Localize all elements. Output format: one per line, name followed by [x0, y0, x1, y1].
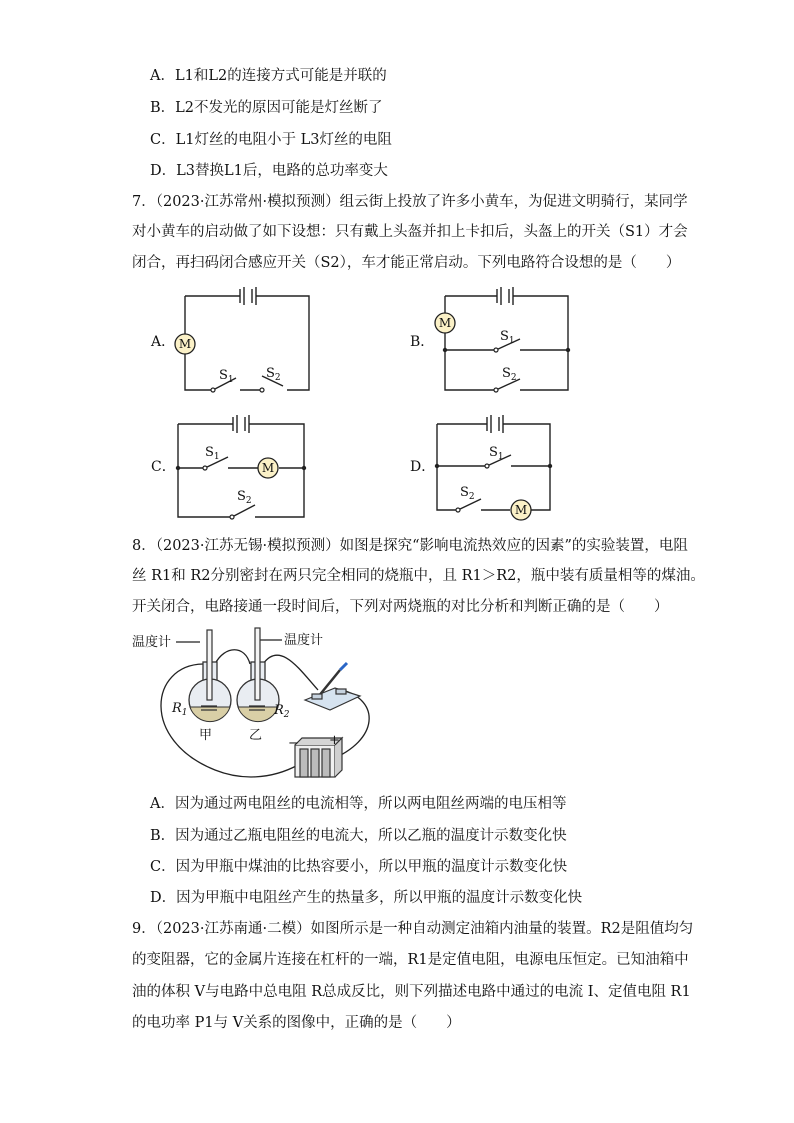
svg-text:S2: $S_2$	[502, 366, 517, 383]
q7-stem-line-1: 7．（2023·江苏常州·模拟预测）组云街上投放了许多小黄车，为促进文明骑行，某同学	[132, 194, 688, 210]
svg-text:S2: $S_2$	[266, 366, 281, 383]
q6-option-a: A．L1和L2的连接方式可能是并联的	[150, 68, 387, 84]
svg-text:R1: $R_1$	[172, 701, 188, 718]
svg-text:C．: C．	[151, 459, 176, 475]
svg-text:S2: $S_2$	[460, 485, 475, 502]
knife-switch-icon	[305, 663, 360, 710]
q6-option-b: B．L2不发光的原因可能是灯丝断了	[150, 100, 383, 116]
svg-text:M: M	[514, 503, 528, 517]
svg-text:S2: $S_2$	[237, 489, 252, 506]
q8-option-c: C．因为甲瓶中煤油的比热容要小，所以甲瓶的温度计示数变化快	[150, 859, 568, 875]
svg-text:M: M	[178, 337, 192, 351]
svg-text:S1: $S_1$	[219, 368, 234, 385]
svg-text:−: −	[288, 736, 299, 751]
q9-stem-line-4: 的电功率 P1与 V关系的图像中，正确的是（ ）	[132, 1015, 461, 1031]
q7-stem-line-2: 对小黄车的启动做了如下设想：只有戴上头盔并扣上卡扣后，头盔上的开关（S1）才会	[132, 224, 688, 240]
svg-text:乙: 乙	[249, 728, 263, 743]
q8-stem-line-3: 开关闭合，电路接通一段时间后，下列对两烧瓶的对比分析和判断正确的是（ ）	[132, 599, 669, 615]
q8-stem-line-2: 丝 R1和 R2分别密封在两只完全相同的烧瓶中，且 R1＞R2，瓶中装有质量相等的煤油。	[132, 568, 705, 584]
q9-stem-line-2: 的变阻器，它的金属片连接在杠杆的一端，R1是定值电阻，电源电压恒定。已知油箱中	[132, 952, 689, 968]
q8-stem-line-1: 8．（2023·江苏无锡·模拟预测）如图是探究“影响电流热效应的因素”的实验装置，电阻	[132, 538, 688, 554]
svg-text:B．: B．	[410, 334, 435, 350]
svg-text:+: +	[329, 733, 340, 748]
svg-text:D．: D．	[410, 459, 436, 475]
q8-option-a: A．因为通过两电阻丝的电流相等，所以两电阻丝两端的电压相等	[150, 796, 567, 812]
svg-text:M: M	[438, 316, 452, 330]
svg-text:甲: 甲	[199, 728, 213, 743]
svg-text:S1: $S_1$	[205, 445, 220, 462]
q7-stem-line-3: 闭合，再扫码闭合感应开关（S2），车才能正常启动。下列电路符合设想的是（ ）	[132, 255, 681, 271]
svg-text:温度计: 温度计	[132, 635, 172, 650]
q6-option-d: D．L3替换L1后，电路的总功率变大	[150, 163, 388, 179]
q9-stem-line-1: 9．（2023·江苏南通·二模）如图所示是一种自动测定油箱内油量的装置。R2是阻值均匀	[132, 921, 694, 937]
q9-stem-line-3: 油的体积 V与电路中总电阻 R总成反比，则下列描述电路中通过的电流 I、定值电阻 R1	[132, 984, 691, 1000]
q6-option-c: C．L1灯丝的电阻小于 L3灯丝的电阻	[150, 132, 392, 148]
svg-text:S1: $S_1$	[489, 445, 504, 462]
svg-text:温度计: 温度计	[284, 633, 324, 648]
svg-text:M: M	[261, 461, 275, 475]
q8-option-d: D．因为甲瓶中电阻丝产生的热量多，所以甲瓶的温度计示数变化快	[150, 890, 583, 906]
svg-text:R2: $R_2$	[274, 703, 290, 720]
svg-text:A．: A．	[151, 334, 176, 350]
svg-text:S1: $S_1$	[500, 329, 515, 346]
q8-option-b: B．因为通过乙瓶电阻丝的电流大，所以乙瓶的温度计示数变化快	[150, 828, 567, 844]
